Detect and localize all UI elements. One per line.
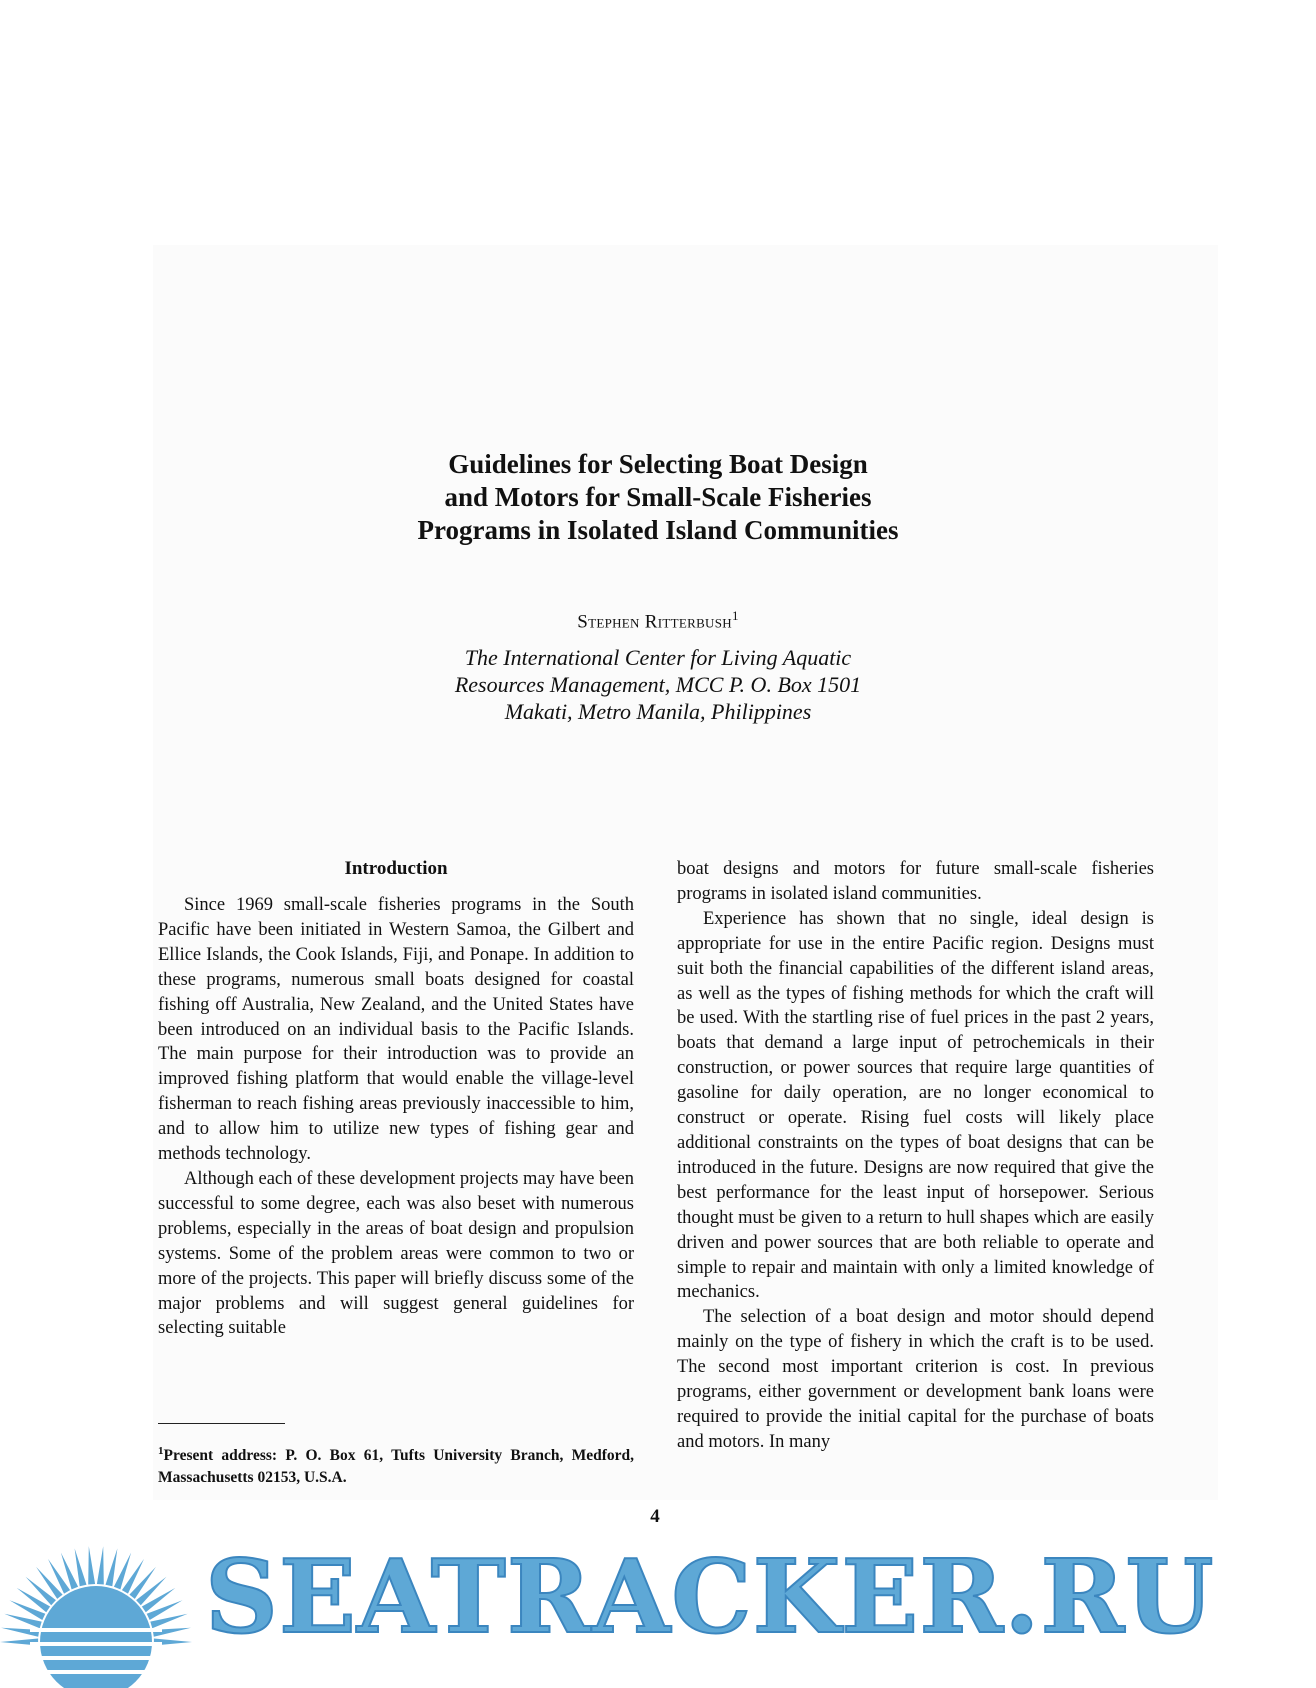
paper-title bbox=[300, 448, 1016, 547]
title-line: Guidelines for Selecting Boat Design bbox=[448, 449, 868, 479]
footnote-rule bbox=[158, 1423, 285, 1424]
sun-ray bbox=[26, 1577, 56, 1606]
sun-ray bbox=[75, 1548, 87, 1586]
sun-ray bbox=[88, 1546, 95, 1584]
footnote-mark: 1 bbox=[158, 1445, 164, 1457]
right-column bbox=[677, 857, 1154, 1455]
affiliation-line: Makati, Metro Manila, Philippines bbox=[504, 699, 812, 724]
title-line: and Motors for Small-Scale Fisheries bbox=[444, 482, 872, 512]
footnote bbox=[158, 1440, 634, 1489]
paragraph: Although each of these development projects may have been successful to some degree, each was also beset with numerous problems, especially in the areas of boat design and propulsion systems. Some of the problem areas were common to two or more of the projects. This paper will briefly discuss some of the major problems and will suggest general guidelines for selecting suitable bbox=[158, 1168, 635, 1339]
sun-icon bbox=[0, 1520, 200, 1688]
affiliation-line: The International Center for Living Aquatic bbox=[464, 645, 852, 670]
paragraph: The selection of a boat design and motor should depend mainly on the type of fishery in which the craft is to be used. The second most important criterion is cost. In previous programs, either government or development bank loans were required to provide the initial capital for the purchase of boats and motors. In many bbox=[677, 1307, 1154, 1452]
sun-ray bbox=[36, 1567, 63, 1599]
affiliation-line: Resources Management, MCC P. O. Box 1501 bbox=[454, 672, 862, 697]
sun-ray bbox=[129, 1567, 156, 1599]
paragraph: Experience has shown that no single, ideal design is appropriate for use in the entire Pacific region. Designs must suit both the financial capabilities of the different island areas, as well as the types of fishing methods for which the craft will be used. With the startling rise of fuel prices in the past 2 years, boats that demand a large input of petrochemicals in their construction, or power sources that require large quantities of gasoline for daily operation, are no longer economical to construct or operate. Rising fuel costs will likely place additional constraints on the types of boat designs that can be introduced in the future. Designs are now required that give the best performance for the least input of horsepower. Serious thought must be given to a return to hull shapes which are easily driven and power sources that are both reliable to operate and simple to repair and maintain with only a limited knowledge of mechanics. bbox=[677, 908, 1154, 1303]
sun-ray bbox=[17, 1588, 50, 1612]
page-number: 4 bbox=[650, 1506, 660, 1527]
sun-ray bbox=[106, 1548, 118, 1586]
watermark-text: SEATRACKER.RU bbox=[205, 1537, 1215, 1656]
paragraph-continuation: boat designs and motors for future small-scale fisheries programs in isolated island communities. bbox=[677, 859, 1154, 904]
sun-ray bbox=[142, 1588, 175, 1612]
author-footnote-mark: 1 bbox=[731, 608, 739, 623]
author-name: Stephen Ritterbush bbox=[577, 611, 732, 633]
sun-ray bbox=[136, 1577, 166, 1606]
affiliation bbox=[300, 644, 1016, 725]
paragraph: Since 1969 small-scale fisheries programs in the South Pacific have been initiated in Western Samoa, the Gilbert and Ellice Islands, the Cook Islands, Fiji, and Ponape. In addition to these programs, numerous small boats designed for coastal fishing off Australia, New Zealand, and the United States have been introduced on an individual basis to the Pacific Islands. The main purpose for their introduction was to provide an improved fishing platform that would enable the village-level fisherman to reach fishing areas previously inaccessible to him, and to allow him to utilize new types of fishing gear and methods technology. bbox=[158, 895, 634, 1165]
section-heading: Introduction bbox=[344, 858, 448, 879]
title-line: Programs in Isolated Island Communities bbox=[417, 515, 899, 545]
author bbox=[300, 608, 1016, 633]
footnote-text: Present address: P. O. Box 61, Tufts University Branch, Medford, Massachusetts 02153, U.S.A. bbox=[158, 1447, 634, 1487]
left-column bbox=[158, 857, 634, 1341]
sun-ray bbox=[97, 1546, 104, 1584]
